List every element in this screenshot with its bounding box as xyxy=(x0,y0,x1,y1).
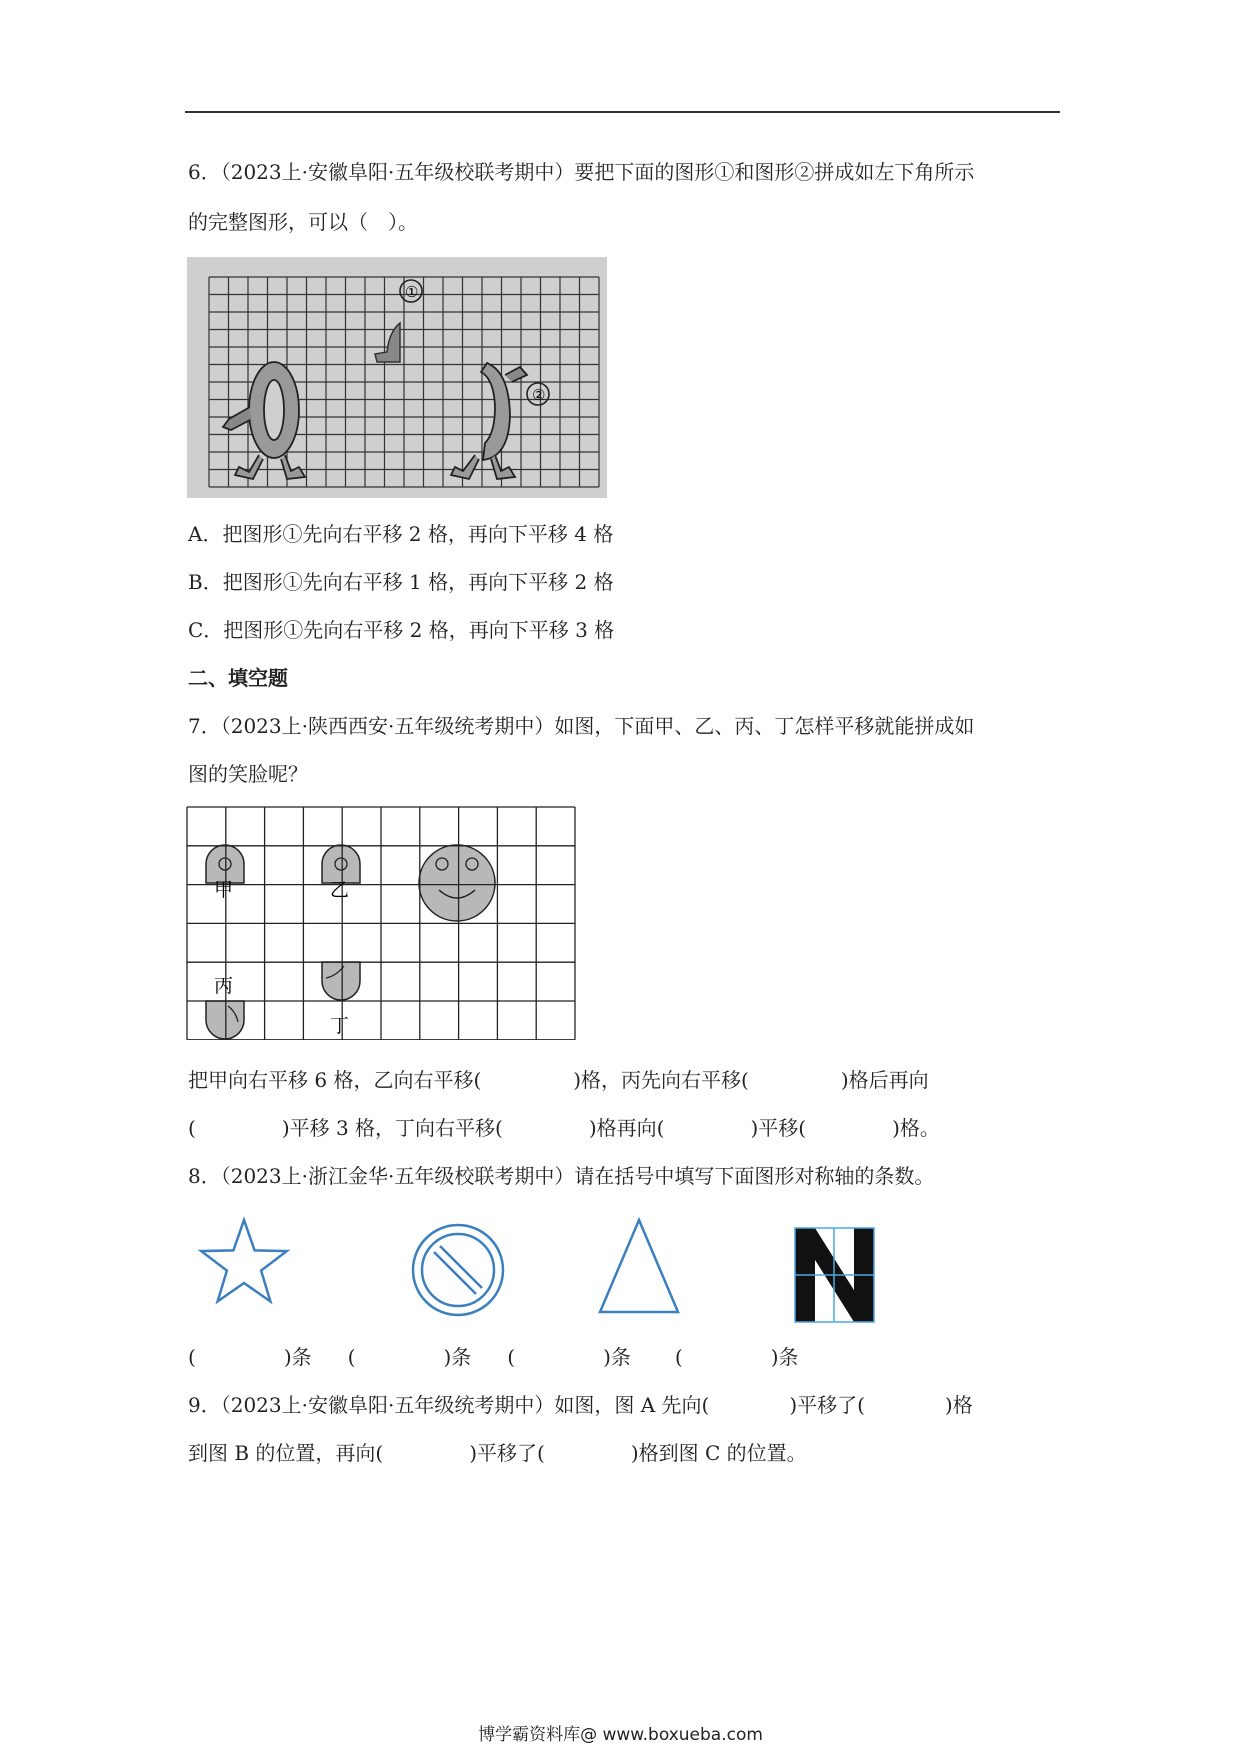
q9-stem-line2: 到图 B 的位置，再向( )平移了( )格到图 C 的位置。 xyxy=(188,1441,807,1465)
q7-fill-line2: ( )平移 3 格，丁向右平移( )格再向( )平移( )格。 xyxy=(188,1116,940,1140)
q6-option-a: A．把图形①先向右平移 2 格，再向下平移 4 格 xyxy=(188,522,614,546)
q9-stem-line1: 9．（2023上·安徽阜阳·五年级统考期中）如图，图 A 先向( )平移了( )格 xyxy=(188,1393,973,1417)
label-yi: 乙 xyxy=(330,879,350,901)
q8-answer-line: ( )条 ( )条 ( )条 ( )条 xyxy=(188,1345,799,1369)
q7-smiley-grid xyxy=(186,806,576,1040)
smiley-face xyxy=(419,845,495,921)
q8-figures xyxy=(188,1208,908,1326)
q8-stem: 8．（2023上·浙江金华·五年级校联考期中）请在括号中填写下面图形对称轴的条数。 xyxy=(188,1164,935,1188)
q6-option-c: C．把图形①先向右平移 2 格，再向下平移 3 格 xyxy=(188,618,615,642)
q7-fill-line1: 把甲向右平移 6 格，乙向右平移( )格，丙先向右平移( )格后再向 xyxy=(188,1068,929,1092)
label-ding: 丁 xyxy=(330,1015,350,1037)
prohibition-sign-figure xyxy=(413,1225,503,1315)
q7-stem-line1: 7．（2023上·陕西西安·五年级统考期中）如图，下面甲、乙、丙、丁怎样平移就能拼成如 xyxy=(188,714,975,738)
q7-stem-line2: 图的笑脸呢？ xyxy=(188,762,308,786)
piece-jia xyxy=(206,845,244,883)
letter-n-figure xyxy=(795,1228,874,1322)
q6-stem-line2: 的完整图形，可以（ ）。 xyxy=(188,210,418,234)
q6-stem-line1: 6．（2023上·安徽阜阳·五年级校联考期中）要把下面的图形①和图形②拼成如左下角所示 xyxy=(188,160,975,184)
q6-grid-figure xyxy=(187,257,607,498)
footer-watermark: 博学霸资料库@ www.boxueba.com xyxy=(478,1725,763,1745)
header-rule xyxy=(185,111,1060,113)
piece-bing xyxy=(206,1001,244,1039)
triangle-figure xyxy=(600,1220,678,1312)
star-figure xyxy=(201,1220,287,1301)
piece-ding xyxy=(322,962,360,1000)
label-bing: 丙 xyxy=(214,975,234,997)
section-heading-fill-in: 二、填空题 xyxy=(188,666,288,690)
shape-1-label: ① xyxy=(405,283,419,301)
q6-option-b: B．把图形①先向右平移 1 格，再向下平移 2 格 xyxy=(188,570,614,594)
shape-2-label: ② xyxy=(532,386,546,404)
label-jia: 甲 xyxy=(214,879,234,901)
piece-yi xyxy=(322,845,360,883)
